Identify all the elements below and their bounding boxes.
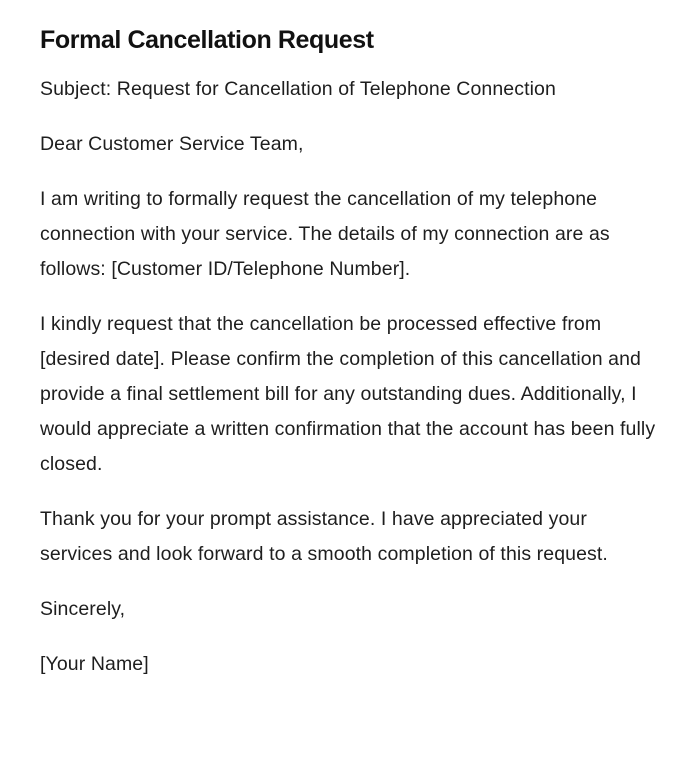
subject-line: Subject: Request for Cancellation of Telephone Connection: [40, 78, 556, 100]
body-paragraph-1: I am writing to formally request the cancellation of my telephone connection with your service. The details of my connection are as follows: [Customer ID/Telephone Number].: [40, 188, 610, 280]
closing: Sincerely,: [40, 598, 126, 620]
body-paragraph-3: Thank you for your prompt assistance. I have appreciated your services and look forward to a smooth completion of this request.: [40, 508, 608, 565]
signature-placeholder: [Your Name]: [40, 653, 149, 675]
document-title: Formal Cancellation Request: [40, 26, 374, 54]
salutation: Dear Customer Service Team,: [40, 133, 304, 155]
body-paragraph-2: I kindly request that the cancellation be processed effective from [desired date]. Please confirm the completion of this cancellation and provide a final settlement bill for any outstanding dues. Additionally, I would appreciate a written confirmation that the account has been fully closed.: [40, 313, 656, 475]
